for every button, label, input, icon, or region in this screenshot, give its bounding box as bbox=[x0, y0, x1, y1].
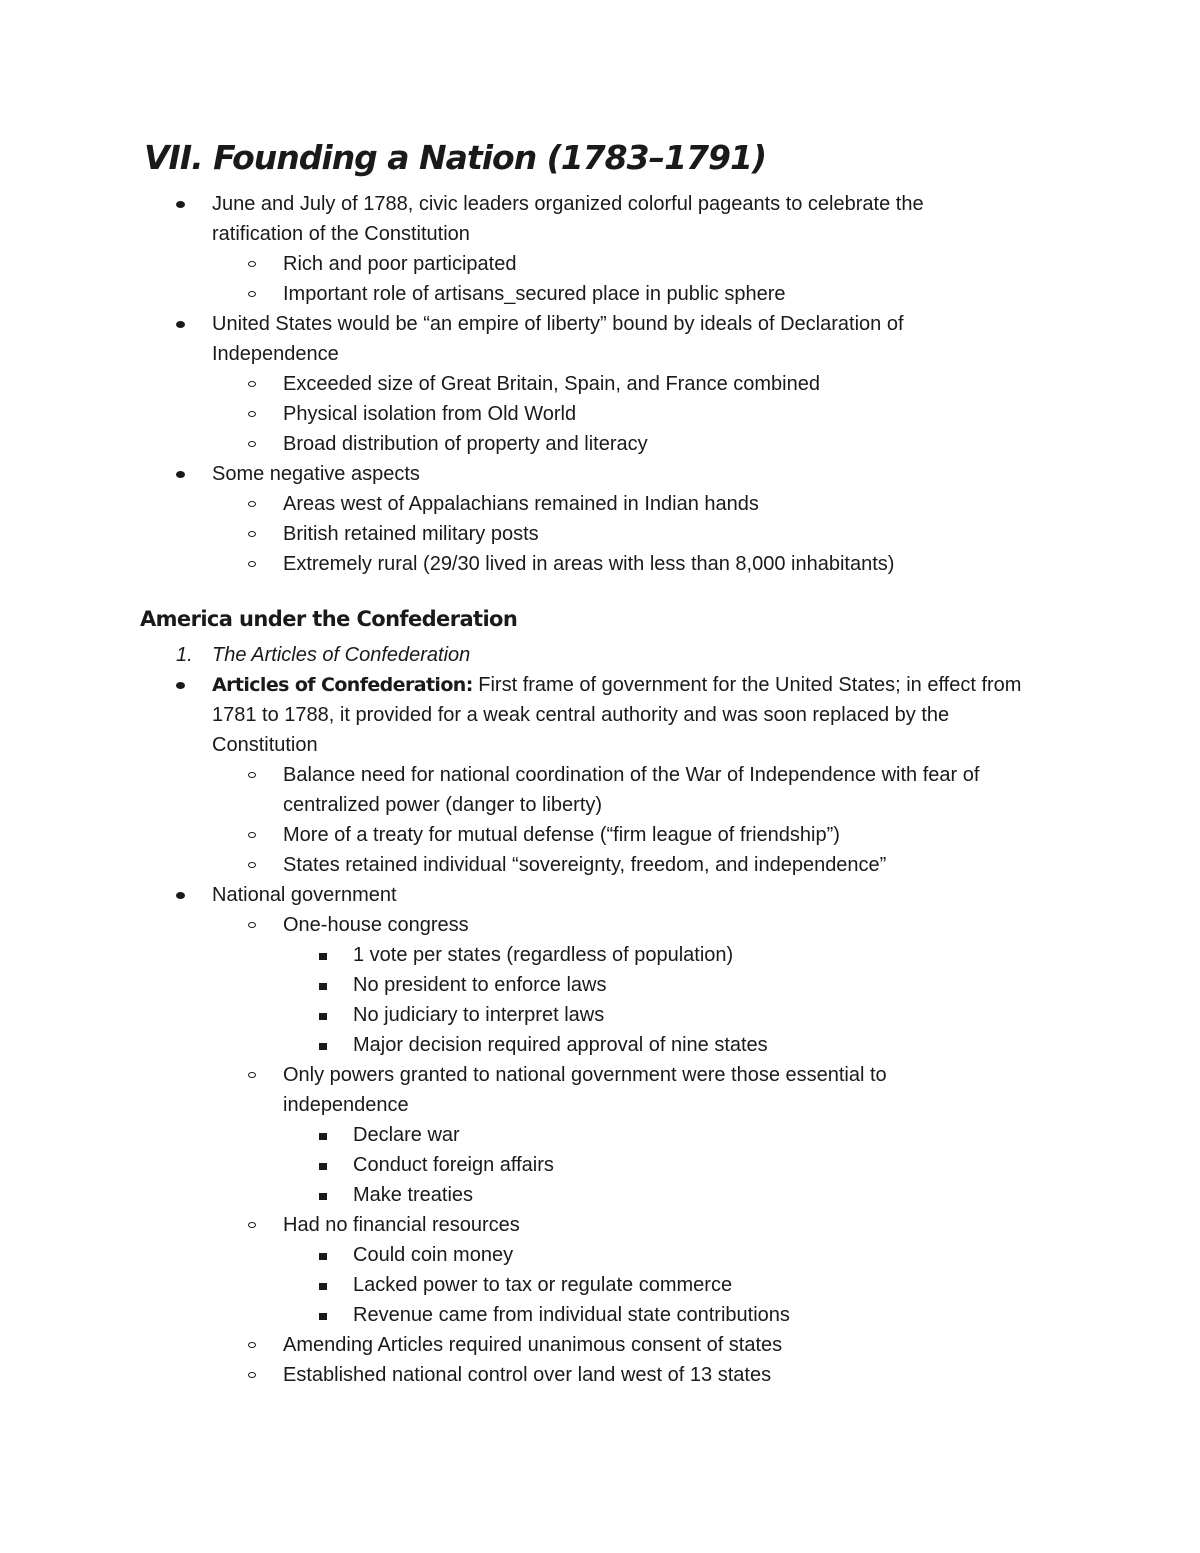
list-item-text: Broad distribution of property and literacy bbox=[283, 433, 648, 455]
list-item bbox=[0, 1240, 1200, 1270]
list-item-continuation bbox=[0, 790, 1200, 820]
list-item-text: Declare war bbox=[353, 1124, 460, 1146]
list-item bbox=[0, 820, 1200, 850]
list-item-text: Lacked power to tax or regulate commerce bbox=[353, 1274, 733, 1296]
list-item bbox=[0, 970, 1200, 1000]
list-item bbox=[0, 1210, 1200, 1240]
list-item bbox=[0, 940, 1200, 970]
list-item-text: 1 vote per states (regardless of population) bbox=[353, 944, 734, 966]
subsection-heading bbox=[0, 640, 1200, 670]
list-item bbox=[0, 880, 1200, 910]
list-item bbox=[0, 1300, 1200, 1330]
list-item bbox=[0, 309, 1200, 339]
list-item bbox=[0, 1270, 1200, 1300]
list-item-continuation bbox=[0, 219, 1200, 249]
list-item bbox=[0, 670, 1200, 700]
list-item bbox=[0, 519, 1200, 549]
list-item bbox=[0, 760, 1200, 790]
list-item-text: Revenue came from individual state contributions bbox=[353, 1304, 790, 1326]
intro-bullet-list bbox=[0, 189, 1200, 579]
subsection-number: 1. bbox=[176, 644, 193, 666]
list-item-text: Rich and poor participated bbox=[283, 253, 517, 275]
list-item-text: Important role of artisans_secured place in public sphere bbox=[283, 283, 786, 305]
subsection-title: The Articles of Confederation bbox=[212, 644, 471, 666]
list-item-text: Physical isolation from Old World bbox=[283, 403, 577, 425]
list-item-text: Balance need for national coordination of the War of Independence with fear of bbox=[283, 764, 980, 786]
list-item-text: centralized power (danger to liberty) bbox=[283, 794, 603, 816]
list-item bbox=[0, 1180, 1200, 1210]
list-item-text: Could coin money bbox=[353, 1244, 514, 1266]
list-item-continuation bbox=[0, 730, 1200, 760]
list-item-text: Make treaties bbox=[353, 1184, 474, 1206]
list-item bbox=[0, 1150, 1200, 1180]
list-item bbox=[0, 369, 1200, 399]
list-item-text: Extremely rural (29/30 lived in areas with less than 8,000 inhabitants) bbox=[283, 553, 895, 575]
defined-term: Articles of Confederation: bbox=[212, 674, 473, 696]
list-item bbox=[0, 249, 1200, 279]
list-item-text: ratification of the Constitution bbox=[212, 223, 470, 245]
list-item bbox=[0, 910, 1200, 940]
list-item-text: One-house congress bbox=[283, 914, 469, 936]
list-item bbox=[0, 279, 1200, 309]
list-item bbox=[0, 1030, 1200, 1060]
list-item-text: Had no financial resources bbox=[283, 1214, 520, 1236]
confederation-bullet-list bbox=[0, 760, 1200, 1390]
definition-text: First frame of government for the United States; in effect from bbox=[472, 674, 1022, 696]
definition-text: Constitution bbox=[212, 734, 318, 756]
list-item-text: Exceeded size of Great Britain, Spain, and France combined bbox=[283, 373, 820, 395]
list-item-text: Independence bbox=[212, 343, 339, 365]
list-item-text: No judiciary to interpret laws bbox=[353, 1004, 605, 1026]
list-item-text: Only powers granted to national government were those essential to bbox=[283, 1064, 887, 1086]
list-item-text: Conduct foreign affairs bbox=[353, 1154, 554, 1176]
list-item-text: Some negative aspects bbox=[212, 463, 420, 485]
list-item bbox=[0, 1330, 1200, 1360]
list-item-text: Amending Articles required unanimous consent of states bbox=[283, 1334, 783, 1356]
list-item-text: Major decision required approval of nine states bbox=[353, 1034, 768, 1056]
list-item-text: National government bbox=[212, 884, 397, 906]
definition-text: 1781 to 1788, it provided for a weak central authority and was soon replaced by the bbox=[212, 704, 950, 726]
list-item-text: States retained individual “sovereignty, freedom, and independence” bbox=[283, 854, 887, 876]
articles-block bbox=[0, 640, 1200, 1390]
list-item bbox=[0, 1000, 1200, 1030]
list-item bbox=[0, 459, 1200, 489]
list-item bbox=[0, 1060, 1200, 1090]
list-item bbox=[0, 549, 1200, 579]
list-item bbox=[0, 429, 1200, 459]
list-item-text: British retained military posts bbox=[283, 523, 539, 545]
list-item bbox=[0, 189, 1200, 219]
list-item-text: June and July of 1788, civic leaders organized colorful pageants to celebrate the bbox=[212, 193, 924, 215]
list-item bbox=[0, 1360, 1200, 1390]
list-item-text: No president to enforce laws bbox=[353, 974, 607, 996]
list-item-continuation bbox=[0, 700, 1200, 730]
section-heading: America under the Confederation bbox=[140, 607, 518, 631]
list-item-continuation bbox=[0, 339, 1200, 369]
list-item bbox=[0, 850, 1200, 880]
list-item bbox=[0, 1120, 1200, 1150]
list-item bbox=[0, 399, 1200, 429]
list-item-text: independence bbox=[283, 1094, 409, 1116]
list-item bbox=[0, 489, 1200, 519]
list-item-text: United States would be “an empire of liberty” bound by ideals of Declaration of bbox=[212, 313, 904, 335]
list-item-text: More of a treaty for mutual defense (“firm league of friendship”) bbox=[283, 824, 840, 846]
list-item-text: Established national control over land west of 13 states bbox=[283, 1364, 772, 1386]
list-item-text: Areas west of Appalachians remained in Indian hands bbox=[283, 493, 759, 515]
list-item-continuation bbox=[0, 1090, 1200, 1120]
page-title: VII. Founding a Nation (1783–1791) bbox=[144, 138, 767, 177]
